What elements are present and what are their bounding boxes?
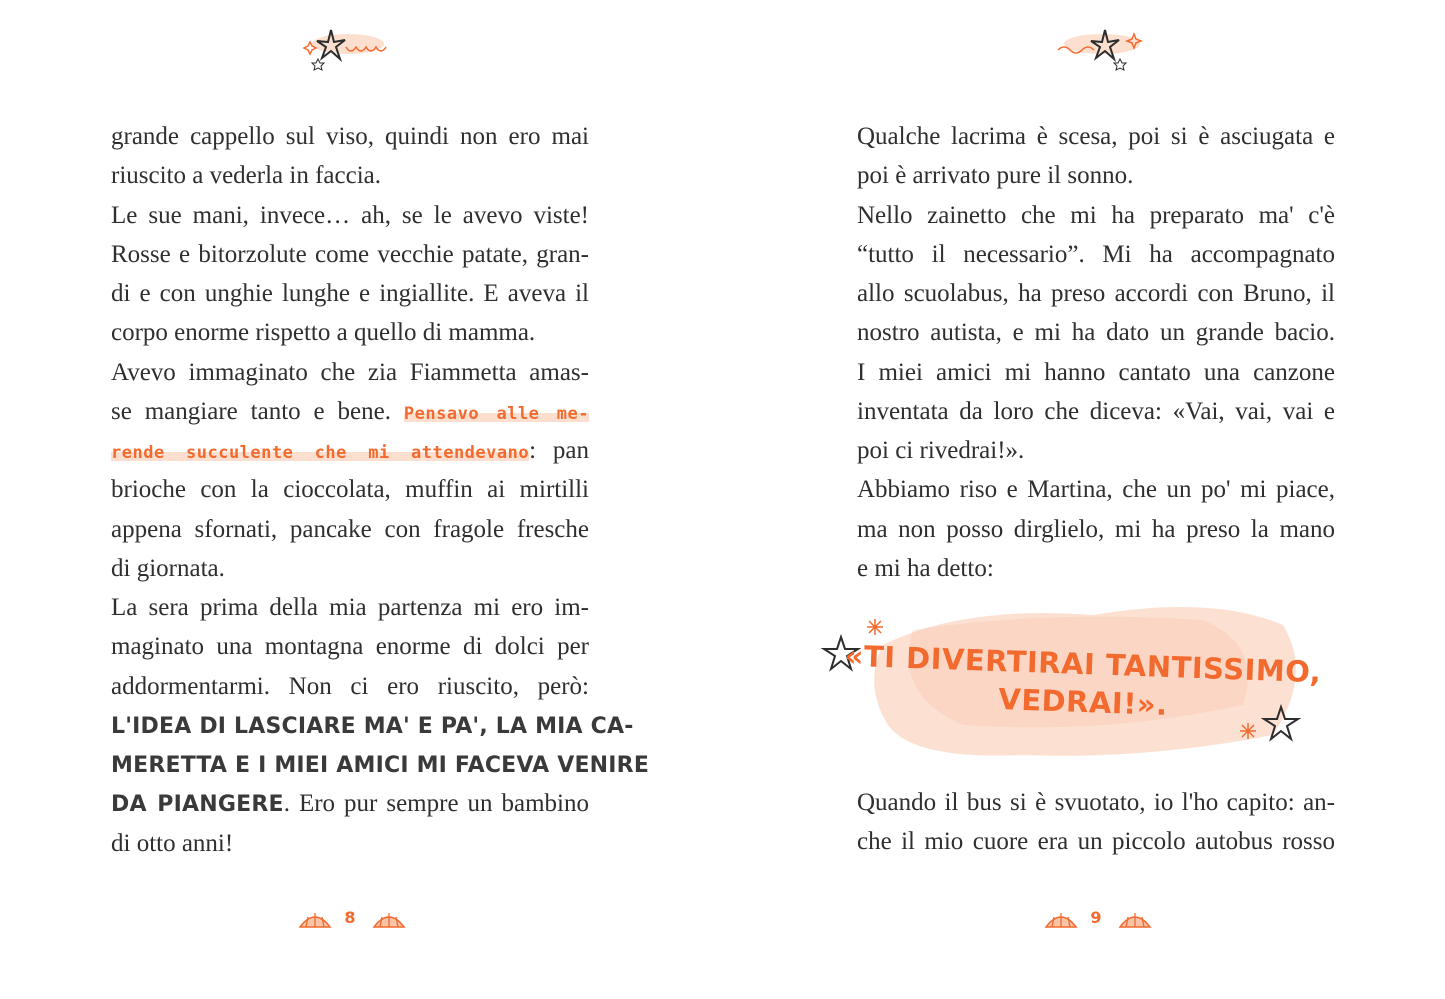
- text-line: [111, 706, 634, 745]
- sparkle-icon: [865, 617, 885, 637]
- text-line: [111, 235, 589, 274]
- text-line: [857, 549, 1335, 588]
- text-line: [857, 353, 1335, 392]
- text-line: [111, 745, 650, 784]
- text-run: I miei amici mi hanno cantato una canzone: [857, 358, 1335, 386]
- text-line: [857, 392, 1335, 431]
- text-run: Abbiamo riso e Martina, che un po' mi piace,: [857, 476, 1335, 504]
- quote-line-2: VEDRAI!».: [997, 682, 1169, 722]
- text-run: brioche con la cioccolata, muffin ai mirtilli: [111, 476, 589, 504]
- fan-ornament-icon: [298, 909, 332, 931]
- quote-callout: [843, 585, 1323, 775]
- text-run: Quando il bus si è svuotato, io l'ho capito: an-: [857, 789, 1335, 816]
- highlighted-text: Pensavo alle me-: [403, 403, 590, 424]
- emphasis-text: L'IDEA DI LASCIARE MA' E PA', LA MIA CA-: [111, 713, 634, 739]
- quote-line-1: «TI DIVERTIRAI TANTISSIMO,: [844, 638, 1322, 690]
- text-line: [857, 117, 1335, 156]
- text-run: poi è arrivato pure il sonno.: [857, 162, 1134, 190]
- text-line: [857, 274, 1335, 313]
- text-run: ma non posso dirglielo, mi ha preso la mano: [857, 515, 1335, 543]
- highlighted-text: rende succulente che mi attendevano: [111, 443, 530, 463]
- text-run: che il mio cuore era un piccolo autobus rosso: [857, 828, 1335, 856]
- star-doodle-icon: [1261, 703, 1301, 743]
- text-run: Nello zainetto che mi ha preparato ma' c'è: [857, 201, 1335, 229]
- text-run: La sera prima della mia partenza mi ero im-: [111, 594, 589, 621]
- text-run: di e con unghie lunghe e ingiallite. E aveva il: [111, 280, 589, 307]
- text-line: [111, 392, 589, 431]
- fan-ornament-icon: [1044, 909, 1078, 931]
- text-line: [857, 235, 1335, 274]
- text-line: [111, 549, 589, 588]
- text-line: [111, 667, 589, 706]
- right-body-text: [857, 117, 1335, 588]
- text-line: [111, 784, 589, 823]
- text-line: [111, 274, 589, 313]
- text-run: . Ero pur sempre un bambino: [283, 790, 590, 818]
- text-run: appena sfornati, pancake con fragole fresche: [111, 515, 589, 543]
- right-body-text-after: [857, 783, 1335, 862]
- text-run: Rosse e bitorzolute come vecchie patate, gran-: [111, 240, 589, 268]
- page-number: 8: [344, 908, 356, 927]
- text-run: addormentarmi. Non ci ero riuscito, però:: [111, 672, 589, 700]
- fan-ornament-icon: [1118, 909, 1152, 931]
- text-run: di otto anni!: [111, 829, 234, 857]
- emphasis-text: MERETTA E I MIEI AMICI MI FACEVA VENIRE: [111, 753, 650, 778]
- text-run: “tutto il necessario”. Mi ha accompagnato: [857, 240, 1335, 268]
- text-line: [857, 470, 1335, 509]
- text-line: [111, 588, 589, 627]
- text-line: [111, 353, 589, 392]
- text-run: poi ci rivedrai!».: [857, 437, 1025, 464]
- text-run: grande cappello sul viso, quindi non ero mai: [111, 123, 589, 150]
- page-number: 9: [1090, 908, 1102, 927]
- right-page: [723, 0, 1445, 999]
- text-line: [111, 313, 589, 352]
- emphasis-text: DA PIANGERE: [111, 792, 284, 818]
- text-run: allo scuolabus, ha preso accordi con Bruno, il: [857, 280, 1335, 307]
- text-line: [857, 510, 1335, 549]
- text-line: [857, 822, 1335, 861]
- text-run: nostro autista, e mi ha dato un grande bacio.: [857, 319, 1335, 347]
- text-run: : pan: [529, 437, 589, 464]
- text-run: se mangiare tanto e bene.: [111, 397, 404, 425]
- text-line: [857, 156, 1335, 195]
- text-line: [857, 313, 1335, 352]
- text-line: [111, 510, 589, 549]
- text-run: Qualche lacrima è scesa, poi si è asciugata e: [857, 123, 1335, 150]
- text-run: di giornata.: [111, 554, 225, 582]
- text-run: Avevo immaginato che zia Fiammetta amas-: [111, 358, 589, 386]
- star-ornament-icon: [298, 22, 408, 72]
- text-line: [857, 783, 1335, 822]
- text-run: e mi ha detto:: [857, 554, 994, 582]
- text-line: [111, 627, 589, 666]
- text-run: Le sue mani, invece… ah, se le avevo viste!: [111, 201, 589, 229]
- text-line: [111, 117, 589, 156]
- page-footer: [250, 905, 450, 935]
- left-page: [0, 0, 722, 999]
- text-run: corpo enorme rispetto a quello di mamma.: [111, 319, 536, 347]
- sparkle-icon: [1238, 721, 1258, 741]
- text-line: [111, 196, 589, 235]
- text-run: inventata da loro che diceva: «Vai, vai, vai e: [857, 397, 1335, 425]
- text-line: [111, 156, 589, 195]
- left-body-text: [111, 117, 650, 863]
- text-line: [111, 431, 589, 470]
- text-line: [857, 196, 1335, 235]
- page-footer: [996, 905, 1196, 935]
- text-run: maginato una montagna enorme di dolci per: [111, 633, 589, 661]
- star-ornament-icon: [1050, 22, 1160, 72]
- text-line: [111, 470, 589, 509]
- text-run: riuscito a vederla in faccia.: [111, 162, 381, 190]
- text-line: [857, 431, 1335, 470]
- text-line: [111, 824, 589, 863]
- fan-ornament-icon: [372, 909, 406, 931]
